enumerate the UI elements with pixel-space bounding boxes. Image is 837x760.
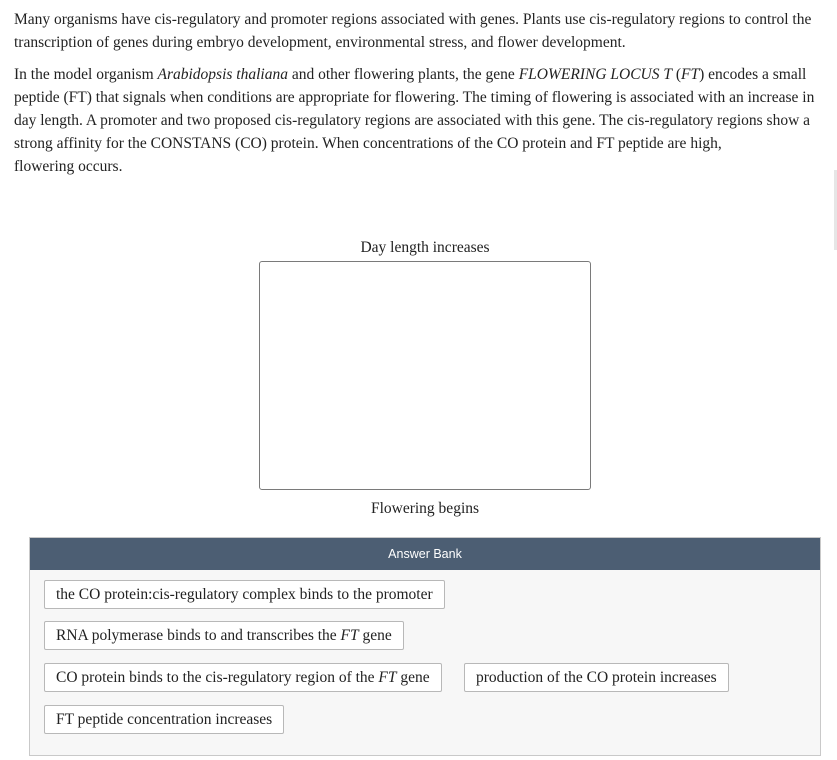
text-segment: ( [672,66,682,83]
answer-chip-ft-concentration[interactable] [44,705,284,734]
gene-abbreviation: FT [378,669,397,686]
answer-bank [29,537,821,756]
gene-abbreviation: FT [340,627,359,644]
text-segment: In the model organism [14,66,158,83]
text-segment: gene [358,627,392,644]
answer-bank-header: Answer Bank [30,538,820,570]
text-segment: CO protein binds to the cis-regulatory region of the [56,669,379,686]
sort-bottom-label: Flowering begins [370,500,480,517]
answer-chip-complex-binds-promoter[interactable] [44,580,445,609]
intro-paragraph-2 [14,63,834,178]
answer-chip-co-production[interactable] [464,663,729,692]
answer-chip-label [56,669,430,686]
text-segment: ) encodes a small peptide (FT) that signals when conditions are appropriate for flowering. The timing of flowering is associated with an increase in day length. A promoter and two proposed cis-regulatory regions are associated with this gene. The cis-regulatory regions show a strong affinity for the CONSTANS (CO) protein. When concentrations of the CO protein and FT peptide are high, [14,66,815,152]
gene-name: FLOWERING LOCUS T [518,66,672,83]
species-name: Arabidopsis thaliana [157,66,288,83]
answer-chip-label: production of the CO protein increases [476,669,717,686]
sequence-drop-zone[interactable] [259,261,591,490]
answer-chip-rna-polymerase[interactable] [44,621,404,650]
answer-chip-label [56,627,392,644]
gene-abbreviation: FT [681,66,700,83]
answer-chip-label: FT peptide concentration increases [56,711,273,728]
text-segment: flowering occurs. [14,158,123,175]
intro-paragraph-1: Many organisms have cis-regulatory and promoter regions associated with genes. Plants use cis-regulatory regions to control the transcription of genes during embryo development, environmental stress, and flower development. [14,11,812,51]
text-segment: gene [396,669,430,686]
answer-chip-label: the CO protein:cis-regulatory complex binds to the promoter [56,586,433,603]
text-segment: and other flowering plants, the gene [287,66,519,83]
answer-chip-co-binds-cis-region[interactable] [44,663,442,692]
sort-top-label: Day length increases [360,239,490,256]
text-segment: RNA polymerase binds to and transcribes the [56,627,341,644]
